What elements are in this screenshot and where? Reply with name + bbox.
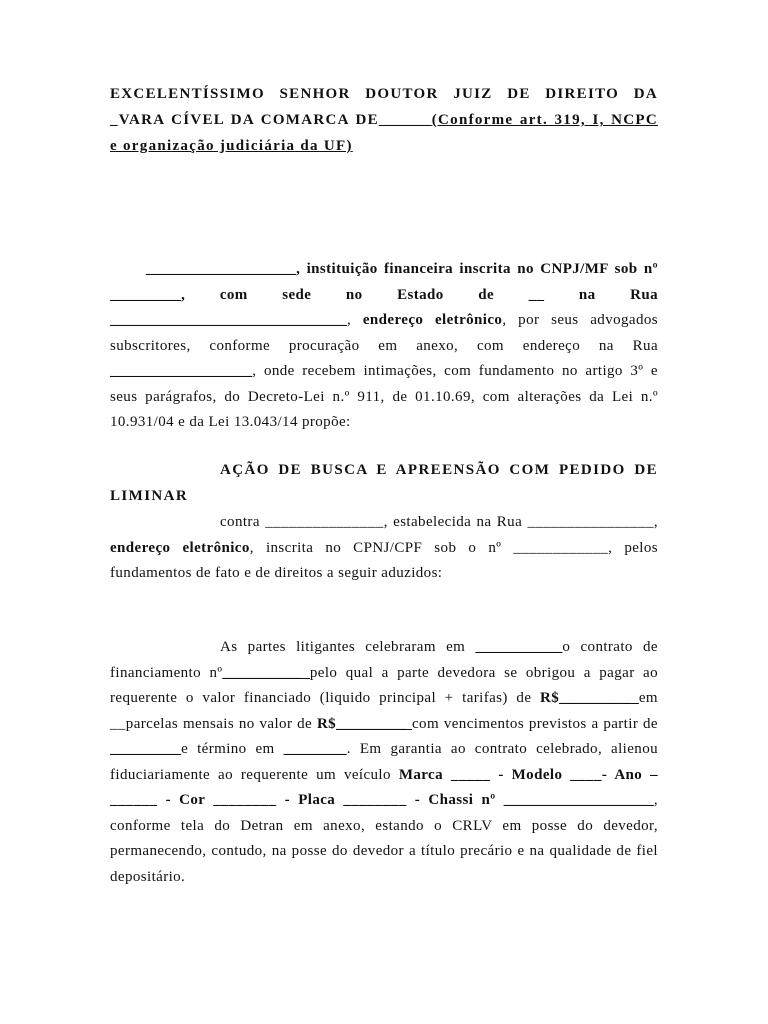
blank-financed-value: _________	[559, 690, 639, 706]
text: As partes litigantes celebraram em	[220, 639, 476, 655]
email-label: endereço eletrônico	[362, 312, 503, 328]
blank-end-date: ________	[283, 741, 347, 757]
blank-defendant-street: ________________	[527, 514, 654, 530]
blank-start-date: _________	[110, 741, 182, 757]
blank-street: ______________________________	[110, 312, 347, 328]
header-reference: (Conforme art. 319, I, NCPC e organização judiciária da UF)	[110, 112, 658, 154]
action-title: AÇÃO DE BUSCA E APREENSÃO COM PEDIDO DE LIMINAR	[110, 462, 658, 504]
text: pelo qual a parte devedora se obrigou a pagar ao requerente o valor financiado (liquido principal + tarifas) de	[110, 664, 658, 706]
email-label: endereço eletrônico	[110, 539, 250, 556]
text: , com sede no Estado de __ na Rua	[181, 286, 658, 303]
blank-contract-date: ___________	[475, 639, 563, 655]
text: , instituição financeira inscrita no CNPJ/MF sob nº	[296, 261, 658, 277]
text: e término em	[181, 741, 284, 757]
text: , por seus advogados subscritores, conforme procuração em anexo, com endereço na Rua	[110, 312, 658, 354]
currency-symbol: R$	[540, 690, 560, 706]
blank-contract-number: __________	[222, 664, 310, 681]
header-text: EXCELENTÍSSIMO SENHOR DOUTOR JUIZ DE DIREITO DA _VARA CÍVEL DA COMARCA DE	[110, 86, 658, 128]
blank-plaintiff-name: ___________________	[146, 261, 297, 277]
court-address-header	[110, 81, 658, 159]
text: o contrato de financiamento nº	[110, 639, 658, 681]
text: com vencimentos previstos a partir de	[412, 715, 658, 732]
blank-defendant-name: _______________	[265, 514, 384, 530]
plaintiff-paragraph	[110, 257, 658, 436]
blank-cnpj: _________	[110, 286, 182, 303]
defendant-paragraph	[110, 510, 658, 587]
facts-paragraph	[110, 635, 658, 890]
vehicle-details: Marca _____ - Modelo ____- Ano – ______ - Cor ________ - Placa ________ - Chassi nº	[110, 766, 659, 808]
text: em __parcelas mensais no valor de	[110, 690, 659, 732]
text: ,	[347, 312, 363, 328]
text: contra	[220, 514, 266, 530]
blank-installment-value: _________	[336, 715, 412, 732]
currency-symbol: R$	[316, 715, 337, 732]
text: , pelos fundamentos de fato e de direitos a seguir aduzidos:	[110, 539, 658, 581]
text: , onde recebem intimações, com fundamento no artigo 3º e seus parágrafos, do Decreto-Lei n.º 911, de 01.10.69, com alterações da Lei n.º 10.931/04 e da Lei 13.043/14 propõe:	[110, 363, 658, 430]
blank-lawyers-street: __________________	[110, 363, 253, 379]
blank-chassis: ___________________	[503, 792, 654, 808]
header-blank: ______	[378, 112, 432, 128]
text: , estabelecida na Rua	[383, 514, 528, 530]
text: ,	[653, 514, 658, 530]
text: . Em garantia ao contrato celebrado, alienou fiduciariamente ao requerente um veículo	[110, 741, 659, 783]
blank-document-number: ____________	[513, 539, 609, 556]
text: , conforme tela do Detran em anexo, estando o CRLV em posse do devedor, permanecendo, contudo, na posse do devedor a título precário e na qualidade de fiel depositário.	[110, 792, 658, 885]
text: , inscrita no CPNJ/CPF sob o nº	[249, 539, 514, 556]
